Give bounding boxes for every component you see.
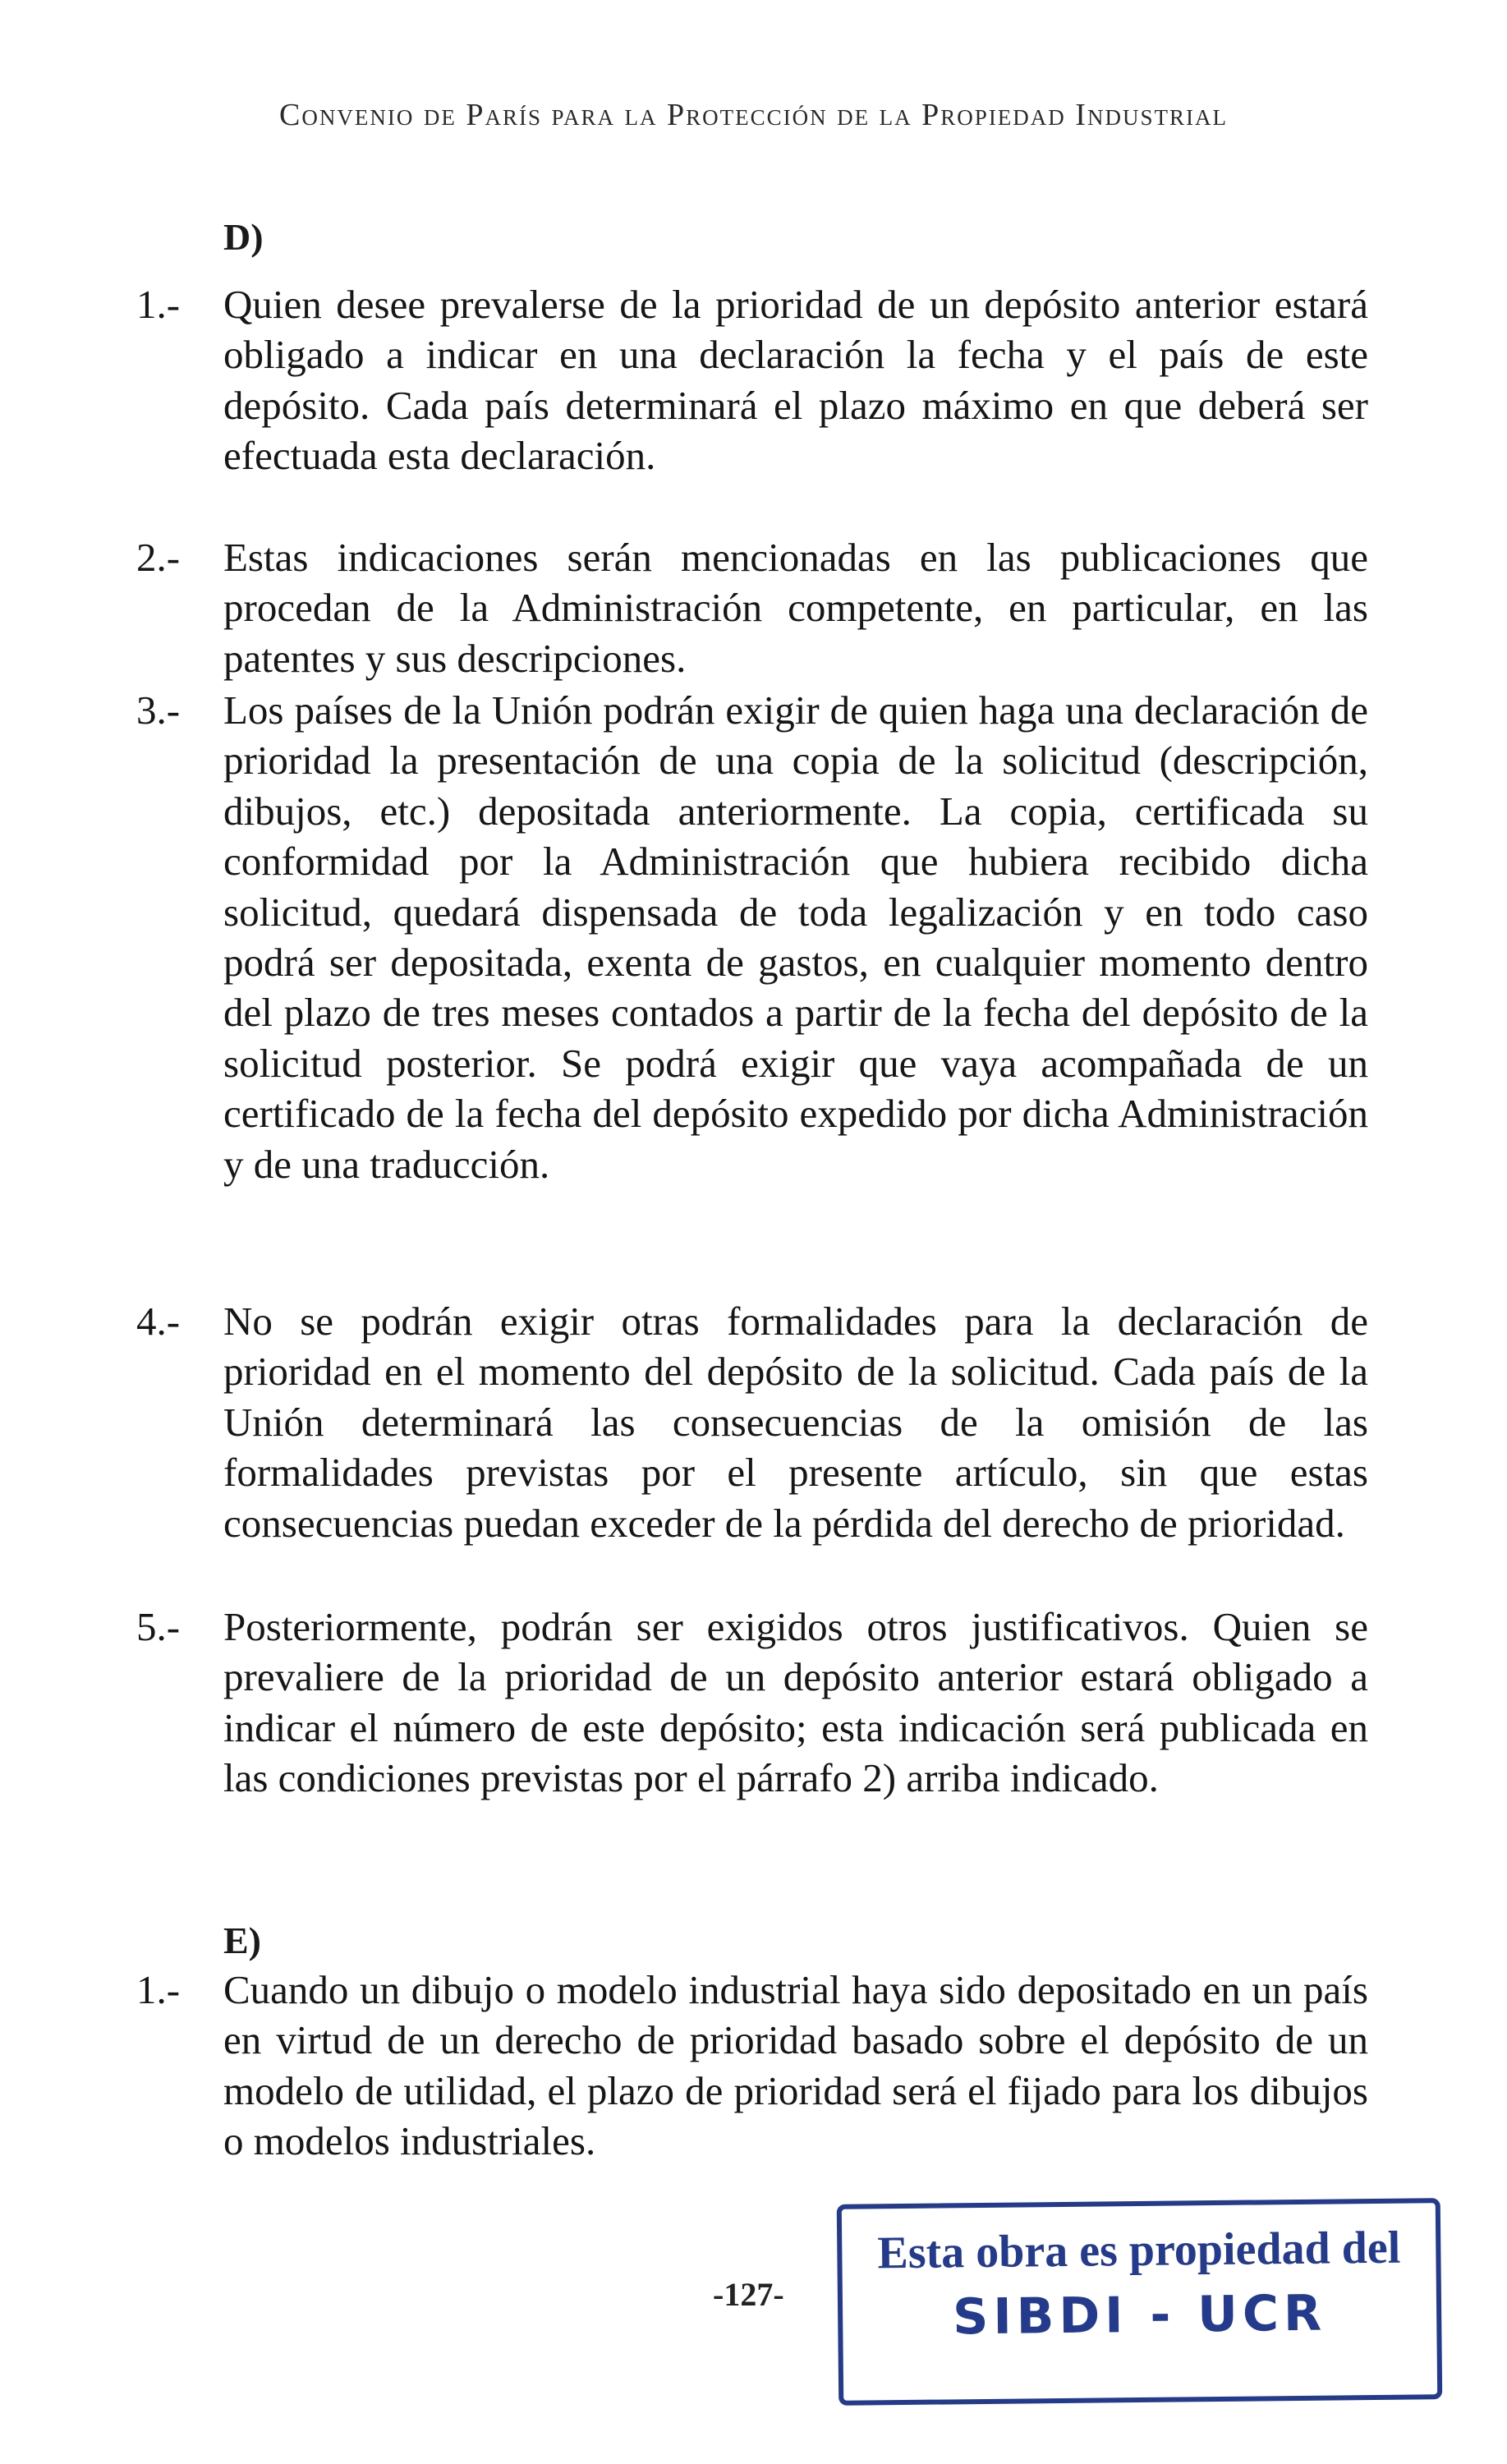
paragraph-number: 1.- bbox=[136, 282, 181, 327]
paragraph-number: 3.- bbox=[136, 687, 181, 733]
section-label-e: E) bbox=[223, 1919, 261, 1961]
paragraph-number: 4.- bbox=[136, 1299, 181, 1344]
paragraph-number: 2.- bbox=[136, 535, 181, 580]
paragraph-number: 5.- bbox=[136, 1604, 181, 1649]
paragraph-text: Cuando un dibujo o modelo industrial haya sido depositado en un país en virtud de un derecho de prioridad basado sobre el depósito de un modelo de utilidad, el plazo de prioridad será el fijado para los dibujos o modelos industriales. bbox=[223, 1967, 1368, 2164]
paragraph-text: Quien desee prevalerse de la prioridad de un depósito anterior estará obligado a indicar en una declaración la fecha y el país de este depósito. Cada país determinará el plazo máximo en que deberá ser efectuada esta declaración. bbox=[223, 282, 1368, 479]
paragraph-d-5 bbox=[136, 1602, 1368, 1804]
running-header: Convenio de París para la Protección de la Propiedad Industrial bbox=[279, 98, 1228, 132]
paragraph-text: Los países de la Unión podrán exigir de quien haga una declaración de prioridad la presentación de una copia de la solicitud (descripción, dibujos, etc.) depositada anteriormente. La copia, certificada su conformidad por la Administración que hubiera recibido dicha solicitud, quedará dispensada de toda legalización y en todo caso podrá ser depositada, exenta de gastos, en cualquier momento dentro del plazo de tres meses contados a partir de la fecha del depósito de la solicitud posterior. Se podrá exigir que vaya acompañada de un certificado de la fecha del depósito expedido por dicha Administración y de una traducción. bbox=[223, 687, 1368, 1187]
paragraph-text: Estas indicaciones serán mencionadas en las publicaciones que procedan de la Administración competente, en particular, en las patentes y sus descripciones. bbox=[223, 535, 1368, 681]
paragraph-text: Posteriormente, podrán ser exigidos otros justificativos. Quien se prevaliere de la prioridad de un depósito anterior estará obligado a indicar el número de este depósito; esta indicación será publicada en las condiciones previstas por el párrafo 2) arriba indicado. bbox=[223, 1604, 1368, 1801]
stamp-line-1: Esta obra es propiedad del bbox=[877, 2222, 1401, 2279]
paragraph-d-2 bbox=[136, 532, 1368, 683]
paragraph-number: 1.- bbox=[136, 1967, 181, 2012]
paragraph-d-4 bbox=[136, 1296, 1368, 1548]
section-label-d: D) bbox=[223, 216, 264, 258]
ownership-stamp bbox=[837, 2198, 1443, 2406]
page-number: -127- bbox=[713, 2276, 784, 2313]
paragraph-e-1 bbox=[136, 1965, 1368, 2167]
paragraph-d-3 bbox=[136, 685, 1368, 1189]
paragraph-d-1 bbox=[136, 279, 1368, 481]
stamp-line-2: SIBDI - UCR bbox=[952, 2284, 1327, 2347]
paragraph-text: No se podrán exigir otras formalidades para la declaración de prioridad en el momento del depósito de la solicitud. Cada país de la Unión determinará las consecuencias de la omisión de las formalidades previstas por el presente artículo, sin que estas consecuencias puedan exceder de la pérdida del derecho de prioridad. bbox=[223, 1299, 1368, 1546]
